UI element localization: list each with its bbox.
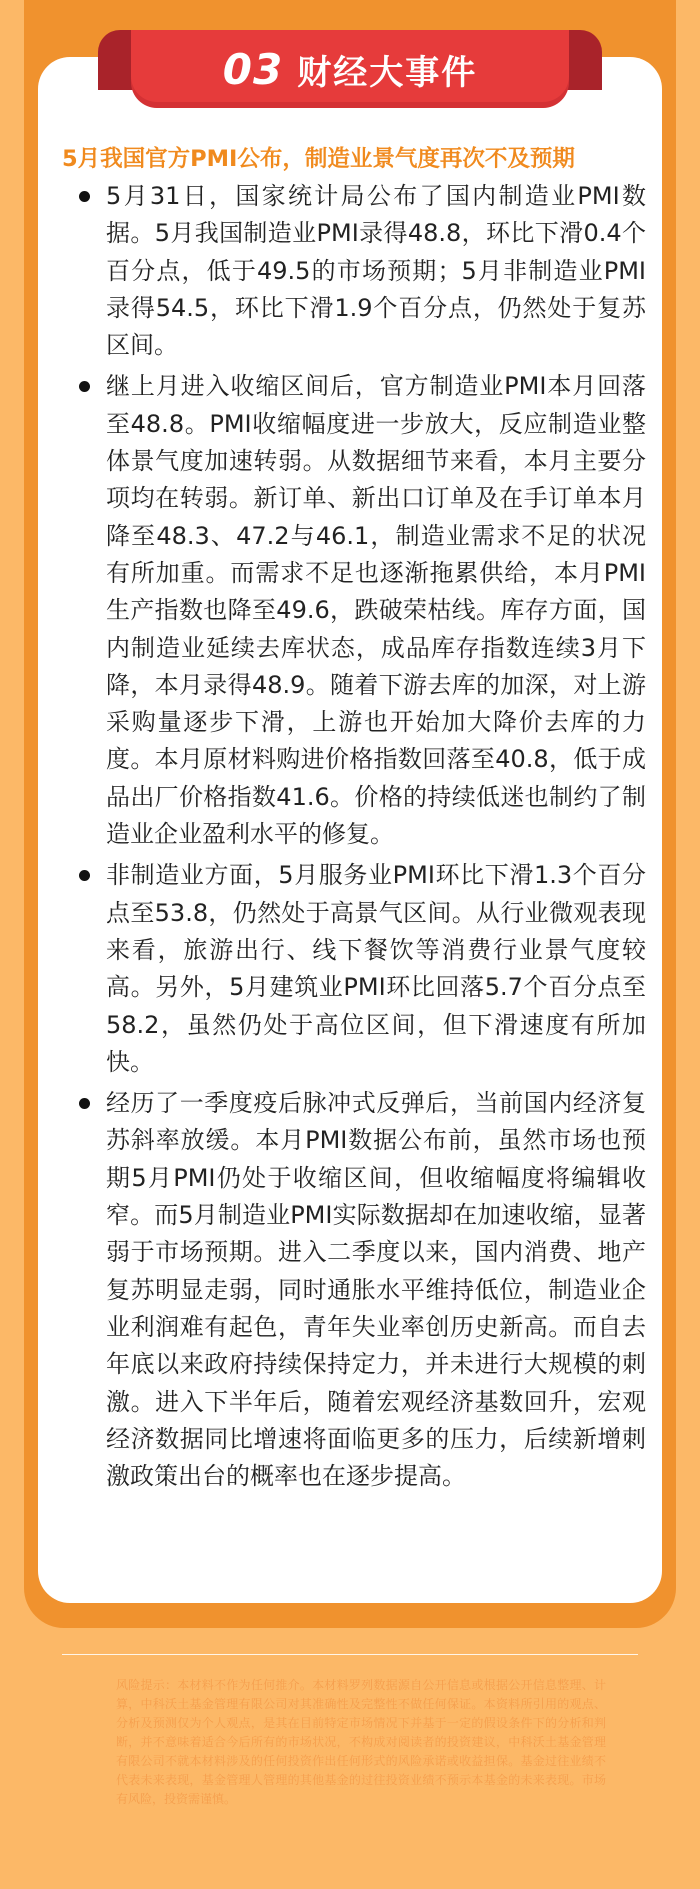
section-tab <box>131 30 569 108</box>
bullet-item <box>72 178 646 364</box>
bullet-text: 经历了一季度疫后脉冲式反弹后，当前国内经济复苏斜率放缓。本月PMI数据公布前，虽然市场也预期5月PMI仍处于收缩区间，但收缩幅度将编辑收窄。而5月制造业PMI实际数据却在加速收缩，显著弱于市场预期。进入二季度以来，国内消费、地产复苏明显走弱，同时通胀水平维持低位，制造业企业利润难有起色，青年失业率创历史新高。而自去年底以来政府持续保持定力，并未进行大规模的刺激。进入下半年后，随着宏观经济基数回升，宏观经济数据同比增速将面临更多的压力，后续新增刺激政策出台的概率也在逐步提高。 <box>106 1089 646 1491</box>
bullet-text: 继上月进入收缩区间后，官方制造业PMI本月回落至48.8。PMI收缩幅度进一步放大，反应制造业整体景气度加速转弱。从数据细节来看，本月主要分项均在转弱。新订单、新出口订单及在手订单本月降至48.3、47.2与46.1，制造业需求不足的状况有所加重。而需求不足也逐渐拖累供给，本月PMI生产指数也降至49.6，跌破荣枯线。库存方面，国内制造业延续去库状态，成品库存指数连续3月下降，本月录得48.9。随着下游去库的加深，对上游采购量逐步下滑，上游也开始加大降价去库的力度。本月原材料购进价格指数回落至40.8，低于成品出厂价格指数41.6。价格的持续低迷也制约了制造业企业盈利水平的修复。 <box>106 372 646 849</box>
risk-disclaimer: 风险提示：本材料不作为任何推介。本材料罗列数据源自公开信息或根据公开信息整理、计算，中科沃土基金管理有限公司对其准确性及完整性不做任何保证。本资料所引用的观点、分析及预测仅为个人观点，是其在目前特定市场情况下并基于一定的假设条件下的分析和判断，并不意味着适合今后所有的市场状况，不构成对阅读者的投资建议，中科沃土基金管理有限公司不就本材料涉及的任何投资作出任何形式的风险承诺或收益担保。基金过往业绩不代表未来表现，基金管理人管理的其他基金的过往投资业绩不预示本基金的未来表现。市场有风险，投资需谨慎。 <box>116 1678 606 1806</box>
bullet-dot <box>79 381 90 392</box>
bullet-dot <box>79 1098 90 1109</box>
section-number: 03 <box>222 44 284 94</box>
article-headline: 5月我国官方PMI公布，制造业景气度再次不及预期 <box>62 146 575 172</box>
bullet-text: 非制造业方面，5月服务业PMI环比下滑1.3个百分点至53.8，仍然处于高景气区间。从行业微观表现来看，旅游出行、线下餐饮等消费行业景气度较高。另外，5月建筑业PMI环比回落5.7个百分点至58.2，虽然仍处于高位区间，但下滑速度有所加快。 <box>106 861 646 1076</box>
bullet-item <box>72 857 646 1081</box>
bullet-item <box>72 1085 646 1495</box>
bullet-list <box>72 178 646 1499</box>
bullet-dot <box>79 870 90 881</box>
footer-divider <box>62 1654 638 1655</box>
section-title: 财经大事件 <box>297 52 478 93</box>
bullet-item <box>72 368 646 853</box>
bullet-dot <box>79 191 90 202</box>
bullet-text: 5月31日，国家统计局公布了国内制造业PMI数据。5月我国制造业PMI录得48.8，环比下滑0.4个百分点，低于49.5的市场预期；5月非制造业PMI录得54.5，环比下滑1.9个百分点，仍然处于复苏区间。 <box>106 182 646 360</box>
